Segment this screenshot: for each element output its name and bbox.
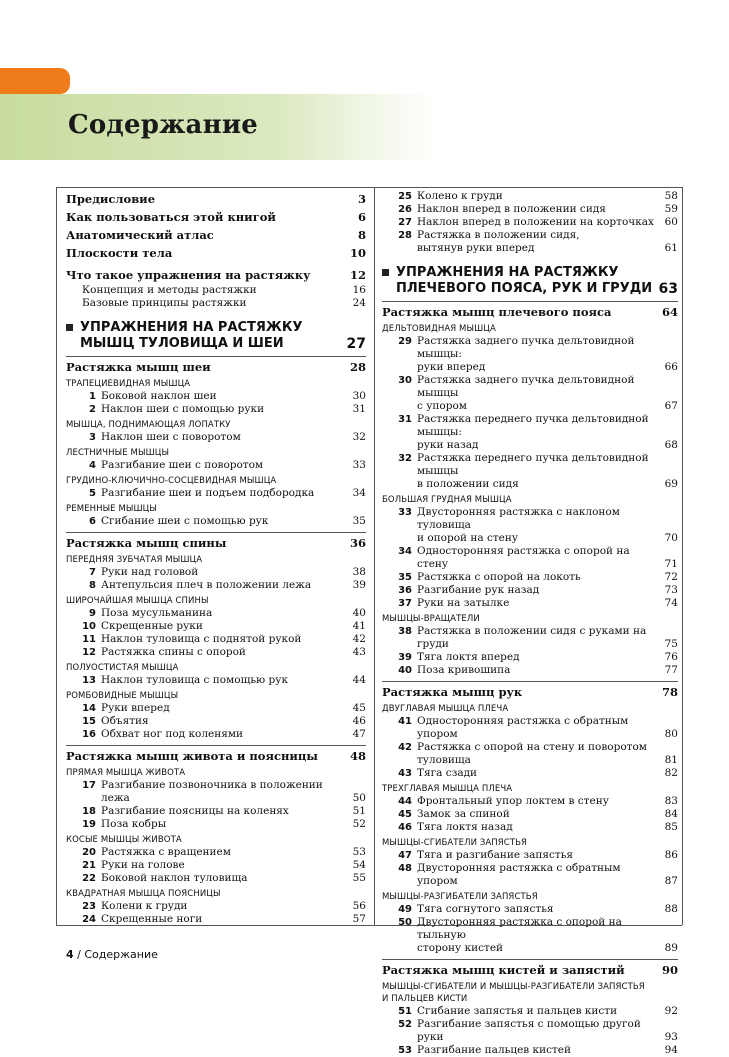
toc-left-column [66, 190, 366, 926]
exercise-entry[interactable]: 49 Тяга согнутого запястья 88 [398, 903, 678, 915]
exercise-entry[interactable]: 15 Объятия 46 [82, 715, 366, 727]
exercise-entry[interactable]: 16 Обхват ног под коленями 47 [82, 728, 366, 740]
section-heading-trunk-neck[interactable]: УПРАЖНЕНИЯ НА РАСТЯЖКУ МЫШЦ ТУЛОВИЩА И ШЕИ 27 [66, 320, 366, 352]
exercise-entry[interactable]: 10 Скрещенные руки 41 [82, 620, 366, 632]
exercise-entry[interactable]: 24 Скрещенные ноги 57 [82, 913, 366, 925]
muscle-category: ШИРОЧАЙШАЯ МЫШЦА СПИНЫ [66, 596, 209, 606]
exercise-entry[interactable]: 7 Руки над головой 38 [89, 566, 366, 578]
exercise-entry[interactable]: 42 Растяжка с опорой на стену и поворотом туловища 81 [398, 741, 678, 766]
exercise-entry[interactable]: 36 Разгибание рук назад 73 [398, 584, 678, 596]
muscle-category: МЫШЦЫ-ВРАЩАТЕЛИ [382, 614, 480, 624]
muscle-category: МЫШЦЫ-РАЗГИБАТЕЛИ ЗАПЯСТЬЯ [382, 892, 538, 902]
exercise-entry[interactable]: 5 Разгибание шеи и подъем подбородка 34 [89, 487, 366, 499]
section-heading-shoulder-arms-chest[interactable]: УПРАЖНЕНИЯ НА РАСТЯЖКУ ПЛЕЧЕВОГО ПОЯСА, РУК И ГРУДИ 63 [382, 265, 678, 297]
muscle-category: МЫШЦЫ-СГИБАТЕЛИ ЗАПЯСТЬЯ [382, 838, 528, 848]
exercise-entry[interactable]: 20 Растяжка с вращением 53 [82, 846, 366, 858]
toc-entry-atlas[interactable]: Анатомический атлас 8 [66, 228, 366, 242]
exercise-entry[interactable]: 18 Разгибание поясницы на коленях 51 [82, 805, 366, 817]
exercise-entry[interactable]: 12 Растяжка спины с опорой 43 [82, 646, 366, 658]
muscle-category: МЫШЦЫ-СГИБАТЕЛИ И МЫШЦЫ-РАЗГИБАТЕЛИ ЗАПЯСТЬЯ И ПАЛЬЦЕВ КИСТИ [382, 982, 645, 1004]
muscle-category: ГРУДИНО-КЛЮЧИЧНО-СОСЦЕВИДНАЯ МЫШЦА [66, 476, 277, 486]
footer-label: Содержание [84, 948, 158, 961]
muscle-category: ДВУГЛАВАЯ МЫШЦА ПЛЕЧА [382, 704, 509, 714]
exercise-entry[interactable]: 28 Растяжка в положении сидя, вытянув руки вперед 61 [398, 229, 678, 254]
exercise-entry[interactable]: 48 Двусторонняя растяжка с обратным упором 87 [398, 862, 678, 887]
right-border [682, 187, 683, 925]
exercise-entry[interactable]: 26 Наклон вперед в положении сидя 59 [398, 203, 678, 215]
exercise-entry[interactable]: 11 Наклон туловища с поднятой рукой 42 [82, 633, 366, 645]
page-footer: 4 / Содержание [66, 948, 158, 961]
exercise-entry[interactable]: 2 Наклон шеи с помощью руки 31 [89, 403, 366, 415]
muscle-category: ДЕЛЬТОВИДНАЯ МЫШЦА [382, 324, 496, 334]
chapter-heading-hands[interactable]: Растяжка мышц кистей и запястий 90 [382, 959, 678, 978]
column-divider [374, 187, 375, 925]
exercise-entry[interactable]: 32 Растяжка переднего пучка дельтовидной мышцы в положении сидя 69 [398, 452, 678, 490]
toc-entry-how-to-use[interactable]: Как пользоваться этой книгой 6 [66, 210, 366, 224]
exercise-entry[interactable]: 45 Замок за спиной 84 [398, 808, 678, 820]
left-border [56, 187, 57, 925]
muscle-category: КОСЫЕ МЫШЦЫ ЖИВОТА [66, 835, 182, 845]
toc-entry-what-is-stretching[interactable]: Что такое упражнения на растяжку 12 [66, 268, 366, 282]
exercise-entry[interactable]: 43 Тяга сзади 82 [398, 767, 678, 779]
page-number: 4 [66, 948, 74, 961]
orange-tab [0, 68, 70, 94]
exercise-entry[interactable]: 4 Разгибание шеи с поворотом 33 [89, 459, 366, 471]
toc-entry-planes[interactable]: Плоскости тела 10 [66, 246, 366, 260]
muscle-category: ЛЕСТНИЧНЫЕ МЫШЦЫ [66, 448, 170, 458]
muscle-category: РЕМЕННЫЕ МЫШЦЫ [66, 504, 157, 514]
toc-subentry[interactable]: Концепция и методы растяжки 16 [82, 284, 366, 296]
muscle-category: КВАДРАТНАЯ МЫШЦА ПОЯСНИЦЫ [66, 889, 221, 899]
exercise-entry[interactable]: 30 Растяжка заднего пучка дельтовидной мышцы с упором 67 [398, 374, 678, 412]
exercise-entry[interactable]: 52 Разгибание запястья с помощью другой руки 93 [398, 1018, 678, 1043]
exercise-entry[interactable]: 27 Наклон вперед в положении на корточках 60 [398, 216, 678, 228]
exercise-entry[interactable]: 9 Поза мусульманина 40 [89, 607, 366, 619]
muscle-category: РОМБОВИДНЫЕ МЫШЦЫ [66, 691, 179, 701]
toc-subentry[interactable]: Базовые принципы растяжки 24 [82, 297, 366, 309]
muscle-category: ПРЯМАЯ МЫШЦА ЖИВОТА [66, 768, 186, 778]
exercise-entry[interactable]: 47 Тяга и разгибание запястья 86 [398, 849, 678, 861]
exercise-entry[interactable]: 3 Наклон шеи с поворотом 32 [89, 431, 366, 443]
exercise-entry[interactable]: 19 Поза кобры 52 [82, 818, 366, 830]
exercise-entry[interactable]: 41 Односторонняя растяжка с обратным упором 80 [398, 715, 678, 740]
top-rule-right [374, 187, 682, 188]
exercise-entry[interactable]: 51 Сгибание запястья и пальцев кисти 92 [398, 1005, 678, 1017]
exercise-entry[interactable]: 33 Двусторонняя растяжка с наклоном туловища и опорой на стену 70 [398, 506, 678, 544]
exercise-entry[interactable]: 8 Антепульсия плеч в положении лежа 39 [89, 579, 366, 591]
exercise-entry[interactable]: 13 Наклон туловища с помощью рук 44 [82, 674, 366, 686]
exercise-entry[interactable]: 22 Боковой наклон туловища 55 [82, 872, 366, 884]
muscle-category: ПЕРЕДНЯЯ ЗУБЧАТАЯ МЫШЦА [66, 555, 203, 565]
exercise-entry[interactable]: 39 Тяга локтя вперед 76 [398, 651, 678, 663]
exercise-entry[interactable]: 35 Растяжка с опорой на локоть 72 [398, 571, 678, 583]
exercise-entry[interactable]: 14 Руки вперед 45 [82, 702, 366, 714]
exercise-entry[interactable]: 21 Руки на голове 54 [82, 859, 366, 871]
exercise-entry[interactable]: 1 Боковой наклон шеи 30 [89, 390, 366, 402]
exercise-entry[interactable]: 17 Разгибание позвоночника в положении лежа 50 [82, 779, 366, 804]
chapter-heading-neck[interactable]: Растяжка мышц шеи 28 [66, 356, 366, 375]
square-bullet-icon [66, 324, 73, 331]
exercise-entry[interactable]: 46 Тяга локтя назад 85 [398, 821, 678, 833]
muscle-category: ТРЕХГЛАВАЯ МЫШЦА ПЛЕЧА [382, 784, 513, 794]
chapter-heading-arms[interactable]: Растяжка мышц рук 78 [382, 681, 678, 700]
square-bullet-icon [382, 269, 389, 276]
exercise-entry[interactable]: 23 Колени к груди 56 [82, 900, 366, 912]
toc-entry-preface[interactable]: Предисловие 3 [66, 192, 366, 206]
exercise-entry[interactable]: 6 Сгибание шеи с помощью рук 35 [89, 515, 366, 527]
exercise-entry[interactable]: 25 Колено к груди 58 [398, 190, 678, 202]
muscle-category: ПОЛУОСТИСТАЯ МЫШЦА [66, 663, 179, 673]
chapter-heading-back[interactable]: Растяжка мышц спины 36 [66, 532, 366, 551]
toc-right-column [382, 190, 678, 1057]
muscle-category: МЫШЦА, ПОДНИМАЮЩАЯ ЛОПАТКУ [66, 420, 231, 430]
chapter-heading-shoulder[interactable]: Растяжка мышц плечевого пояса 64 [382, 301, 678, 320]
exercise-entry[interactable]: 29 Растяжка заднего пучка дельтовидной мышцы: руки вперед 66 [398, 335, 678, 373]
exercise-entry[interactable]: 44 Фронтальный упор локтем в стену 83 [398, 795, 678, 807]
exercise-entry[interactable]: 34 Односторонняя растяжка с опорой на стену 71 [398, 545, 678, 570]
chapter-heading-abs[interactable]: Растяжка мышц живота и поясницы 48 [66, 745, 366, 764]
exercise-entry[interactable]: 31 Растяжка переднего пучка дельтовидной мышцы: руки назад 68 [398, 413, 678, 451]
top-rule [56, 187, 374, 188]
exercise-entry[interactable]: 53 Разгибание пальцев кистей 94 [398, 1044, 678, 1056]
exercise-entry[interactable]: 50 Двусторонняя растяжка с опорой на тыльную сторону кистей 89 [398, 916, 678, 954]
muscle-category: ТРАПЕЦИЕВИДНАЯ МЫШЦА [66, 379, 191, 389]
muscle-category: БОЛЬШАЯ ГРУДНАЯ МЫШЦА [382, 495, 512, 505]
exercise-entry[interactable]: 40 Поза кривошипа 77 [398, 664, 678, 676]
exercise-entry[interactable]: 37 Руки на затылке 74 [398, 597, 678, 609]
page-title: Содержание [68, 110, 259, 140]
exercise-entry[interactable]: 38 Растяжка в положении сидя с руками на груди 75 [398, 625, 678, 650]
